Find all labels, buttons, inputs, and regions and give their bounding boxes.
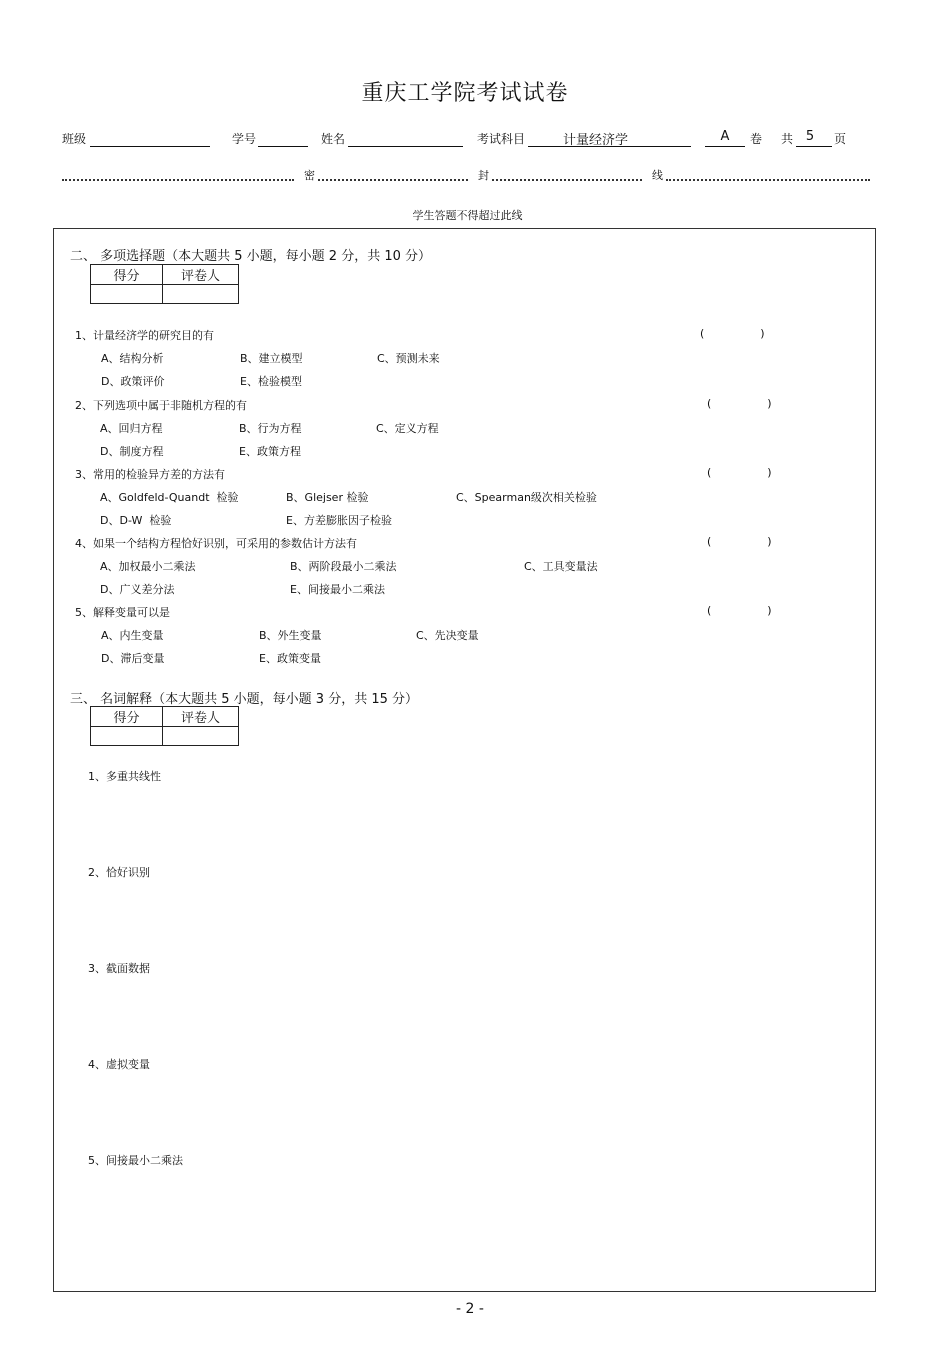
paper-label: 卷 <box>750 132 763 146</box>
page-number: - 2 - <box>456 1301 484 1317</box>
q5-option-c: C、先决变量 <box>416 629 479 642</box>
term-1: 1、多重共线性 <box>88 770 161 783</box>
q5-option-a: A、内生变量 <box>101 629 164 642</box>
class-field[interactable] <box>90 146 210 147</box>
score-cell[interactable] <box>91 727 163 746</box>
q4-option-e: E、间接最小二乘法 <box>290 583 385 596</box>
q4-option-d: D、广义差分法 <box>100 583 175 596</box>
q1-option-a: A、结构分析 <box>101 352 164 365</box>
subject-value: 计量经济学 <box>562 133 628 148</box>
name-field[interactable] <box>348 146 463 147</box>
score-label: 得分 <box>91 707 163 727</box>
question-5: 5、解释变量可以是 <box>75 606 170 619</box>
seal-dots-3 <box>492 165 642 181</box>
question-3: 3、常用的检验异方差的方法有 <box>75 468 225 481</box>
total-label: 共 <box>781 132 794 146</box>
name-label: 姓名 <box>321 132 346 146</box>
q5-option-b: B、外生变量 <box>259 629 322 642</box>
section3-title: 三、 名词解释（本大题共 5 小题，每小题 3 分，共 15 分） <box>70 692 419 707</box>
question-4: 4、如果一个结构方程恰好识别，可采用的参数估计方法有 <box>75 537 357 550</box>
q3-option-a: A、Goldfeld-Quandt 检验 <box>100 491 239 504</box>
section2-title: 二、 多项选择题（本大题共 5 小题，每小题 2 分，共 10 分） <box>70 249 432 264</box>
seal-mi: 密 <box>304 169 315 182</box>
student-no-label: 学号 <box>232 132 257 146</box>
student-no-field[interactable] <box>258 146 308 147</box>
term-3: 3、截面数据 <box>88 962 150 975</box>
q4-option-c: C、工具变量法 <box>524 560 598 573</box>
answer-boundary-notice: 学生答题不得超过此线 <box>412 209 523 222</box>
term-5: 5、间接最小二乘法 <box>88 1154 183 1167</box>
class-label: 班级 <box>62 132 87 146</box>
q2-option-a: A、回归方程 <box>100 422 163 435</box>
seal-dots-2 <box>318 165 468 181</box>
seal-dots-4 <box>666 165 870 181</box>
term-4: 4、虚拟变量 <box>88 1058 150 1071</box>
answer-paren-1[interactable]: ( ) <box>700 327 765 340</box>
paper-value: A <box>720 129 730 144</box>
grader-cell[interactable] <box>163 727 239 746</box>
score-cell[interactable] <box>91 285 163 304</box>
q5-option-d: D、滞后变量 <box>101 652 165 665</box>
q4-option-a: A、加权最小二乘法 <box>100 560 196 573</box>
answer-paren-2[interactable]: ( ) <box>707 397 772 410</box>
subject-label: 考试科目 <box>477 132 526 146</box>
answer-frame <box>53 228 876 1292</box>
grader-label: 评卷人 <box>163 265 239 285</box>
seal-feng: 封 <box>478 169 489 182</box>
seal-dots-1 <box>62 165 294 181</box>
grader-label: 评卷人 <box>163 707 239 727</box>
q2-option-b: B、行为方程 <box>239 422 302 435</box>
q2-option-c: C、定义方程 <box>376 422 439 435</box>
total-field <box>796 146 832 147</box>
grader-cell[interactable] <box>163 285 239 304</box>
section2-score-box <box>90 264 239 304</box>
q1-option-d: D、政策评价 <box>101 375 165 388</box>
paper-field <box>705 146 745 147</box>
q1-option-b: B、建立模型 <box>240 352 303 365</box>
q2-option-e: E、政策方程 <box>239 445 301 458</box>
answer-paren-3[interactable]: ( ) <box>707 466 772 479</box>
q1-option-c: C、预测未来 <box>377 352 440 365</box>
question-2: 2、下列选项中属于非随机方程的有 <box>75 399 247 412</box>
q4-option-b: B、两阶段最小二乘法 <box>290 560 397 573</box>
section3-score-box <box>90 706 239 746</box>
q3-option-d: D、D-W 检验 <box>100 514 172 527</box>
term-2: 2、恰好识别 <box>88 866 150 879</box>
q3-option-c: C、Spearman级次相关检验 <box>456 491 597 504</box>
page-label: 页 <box>834 132 847 146</box>
q2-option-d: D、制度方程 <box>100 445 164 458</box>
seal-xian: 线 <box>652 169 663 182</box>
answer-paren-5[interactable]: ( ) <box>707 604 772 617</box>
total-value: 5 <box>805 129 815 144</box>
exam-title: 重庆工学院考试试卷 <box>361 81 569 106</box>
q1-option-e: E、检验模型 <box>240 375 302 388</box>
seal-line <box>62 165 870 183</box>
q3-option-b: B、Glejser 检验 <box>286 491 369 504</box>
q5-option-e: E、政策变量 <box>259 652 321 665</box>
q3-option-e: E、方差膨胀因子检验 <box>286 514 392 527</box>
question-1: 1、计量经济学的研究目的有 <box>75 329 214 342</box>
answer-paren-4[interactable]: ( ) <box>707 535 772 548</box>
score-label: 得分 <box>91 265 163 285</box>
